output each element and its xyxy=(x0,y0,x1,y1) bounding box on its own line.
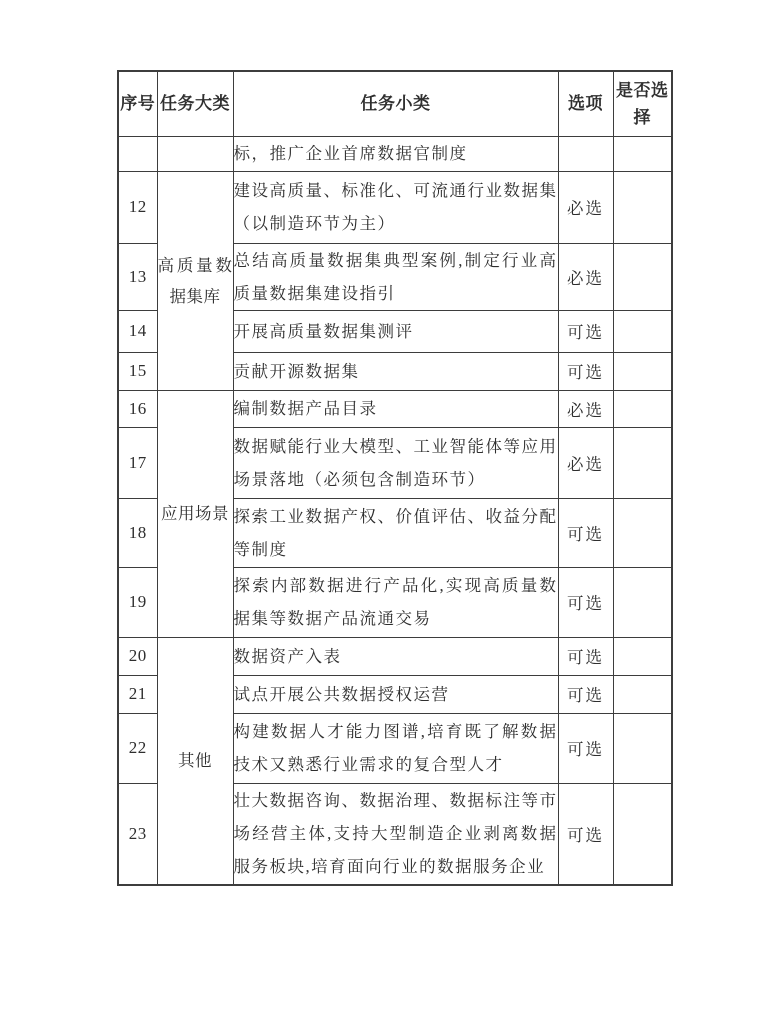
row-num-cell: 18 xyxy=(118,498,157,567)
row-num-cell: 13 xyxy=(118,243,157,310)
category-cell-application: 应用场景 xyxy=(157,390,233,637)
option-cell: 必选 xyxy=(558,390,613,427)
row-num-cell: 17 xyxy=(118,427,157,498)
option-cell: 可选 xyxy=(558,567,613,637)
task-cell: 数据资产入表 xyxy=(233,637,558,675)
selection-cell xyxy=(613,243,672,310)
row-num-cell: 22 xyxy=(118,713,157,783)
row-num-cell: 19 xyxy=(118,567,157,637)
option-cell: 可选 xyxy=(558,498,613,567)
category-cell-dataset: 高质量数据集库 xyxy=(157,171,233,390)
task-cell: 探索工业数据产权、价值评估、收益分配等制度 xyxy=(233,498,558,567)
option-cell: 可选 xyxy=(558,713,613,783)
row-num-cell: 20 xyxy=(118,637,157,675)
task-cell: 壮大数据咨询、数据治理、数据标注等市场经营主体,支持大型制造企业剥离数据服务板块,培育面向行业的数据服务企业 xyxy=(233,783,558,885)
row-num-cell: 14 xyxy=(118,310,157,352)
table-row-12 xyxy=(118,171,672,243)
row-num-cell: 21 xyxy=(118,675,157,713)
table-row-16 xyxy=(118,390,672,427)
task-cell: 构建数据人才能力图谱,培育既了解数据技术又熟悉行业需求的复合型人才 xyxy=(233,713,558,783)
selection-cell xyxy=(613,136,672,171)
option-cell: 必选 xyxy=(558,171,613,243)
option-cell: 可选 xyxy=(558,352,613,390)
category-cell-empty xyxy=(157,136,233,171)
table-row-continuation xyxy=(118,136,672,171)
header-selected: 是否选择 xyxy=(613,71,672,136)
task-cell: 贡献开源数据集 xyxy=(233,352,558,390)
task-selection-table xyxy=(117,70,673,886)
selection-cell xyxy=(613,427,672,498)
selection-cell xyxy=(613,713,672,783)
table-row-20 xyxy=(118,637,672,675)
option-cell: 可选 xyxy=(558,310,613,352)
selection-cell xyxy=(613,675,672,713)
option-cell: 可选 xyxy=(558,783,613,885)
task-cell: 试点开展公共数据授权运营 xyxy=(233,675,558,713)
row-num-cell xyxy=(118,136,157,171)
task-cell: 探索内部数据进行产品化,实现高质量数据集等数据产品流通交易 xyxy=(233,567,558,637)
selection-cell xyxy=(613,567,672,637)
option-cell xyxy=(558,136,613,171)
row-num-cell: 16 xyxy=(118,390,157,427)
selection-cell xyxy=(613,498,672,567)
header-num: 序号 xyxy=(118,71,157,136)
task-cell: 开展高质量数据集测评 xyxy=(233,310,558,352)
header-category: 任务大类 xyxy=(157,71,233,136)
task-cell: 数据赋能行业大模型、工业智能体等应用场景落地（必须包含制造环节） xyxy=(233,427,558,498)
selection-cell xyxy=(613,783,672,885)
option-cell: 可选 xyxy=(558,637,613,675)
selection-cell xyxy=(613,171,672,243)
option-cell: 必选 xyxy=(558,243,613,310)
task-cell: 建设高质量、标准化、可流通行业数据集（以制造环节为主） xyxy=(233,171,558,243)
selection-cell xyxy=(613,352,672,390)
row-num-cell: 15 xyxy=(118,352,157,390)
header-task: 任务小类 xyxy=(233,71,558,136)
row-num-cell: 23 xyxy=(118,783,157,885)
option-cell: 可选 xyxy=(558,675,613,713)
selection-cell xyxy=(613,390,672,427)
selection-cell xyxy=(613,637,672,675)
selection-cell xyxy=(613,310,672,352)
option-cell: 必选 xyxy=(558,427,613,498)
task-cell: 编制数据产品目录 xyxy=(233,390,558,427)
header-option: 选项 xyxy=(558,71,613,136)
task-cell: 总结高质量数据集典型案例,制定行业高质量数据集建设指引 xyxy=(233,243,558,310)
category-cell-other: 其他 xyxy=(157,637,233,885)
task-cell: 标，推广企业首席数据官制度 xyxy=(233,136,558,171)
row-num-cell: 12 xyxy=(118,171,157,243)
table-header-row xyxy=(118,71,672,136)
